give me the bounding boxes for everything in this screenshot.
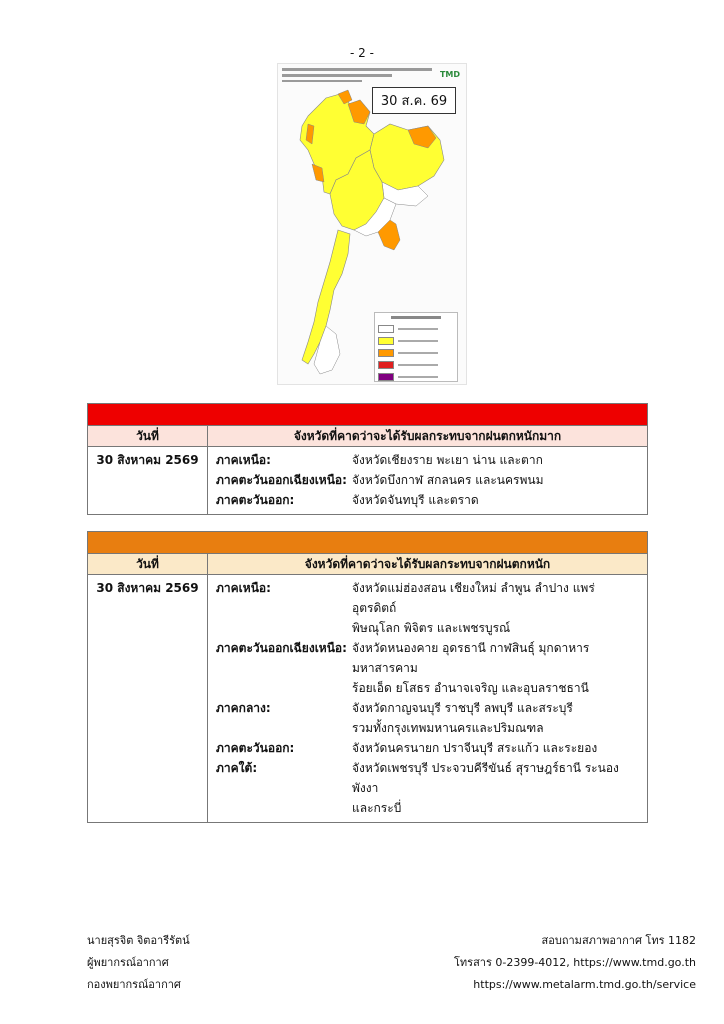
region-name: ภาคตะวันออกเฉียงเหนือ: bbox=[216, 473, 347, 487]
header-title: จังหวัดที่คาดว่าจะได้รับผลกระทบจากฝนตกหนัก bbox=[208, 554, 648, 575]
legend-swatch-purple bbox=[378, 373, 394, 381]
red-alert-bar bbox=[88, 404, 648, 426]
regions-cell bbox=[208, 447, 648, 515]
region-name: ภาคตะวันออก: bbox=[216, 493, 295, 507]
province-line: จังหวัดกาญจนบุรี ราชบุรี ลพบุรี และสระบุรี bbox=[352, 701, 573, 715]
region-row bbox=[216, 578, 641, 638]
province-line: ร้อยเอ็ด ยโสธร อำนาจเจริญ และอุบลราชธานี bbox=[352, 681, 589, 695]
heavy-rain-table bbox=[87, 531, 648, 823]
province-line: พิษณุโลก พิจิตร และเพชรบูรณ์ bbox=[352, 621, 511, 635]
region-row bbox=[216, 698, 641, 738]
region-provinces: จังหวัดบึงกาฬ สกลนคร และนครพนม bbox=[352, 473, 544, 487]
legend-swatch-white bbox=[378, 325, 394, 333]
tmd-logo: TMD bbox=[439, 70, 460, 79]
regions-cell bbox=[208, 575, 648, 823]
contact-service-url: https://www.metalarm.tmd.go.th/service bbox=[473, 978, 696, 991]
page-number: - 2 - bbox=[350, 46, 374, 60]
province-line: จังหวัดเพชรบุรี ประจวบคีรีขันธ์ สุราษฎร์ธานี ระนอง พังงา bbox=[352, 761, 619, 795]
region-provinces: จังหวัดเชียงราย พะเยา น่าน และตาก bbox=[352, 453, 543, 467]
header-date: วันที่ bbox=[88, 554, 208, 575]
map-date-label: 30 ส.ค. 69 bbox=[372, 87, 456, 114]
region-name: ภาคเหนือ: bbox=[216, 581, 271, 595]
region-provinces bbox=[352, 698, 641, 738]
region-provinces bbox=[352, 638, 641, 698]
header-title: จังหวัดที่คาดว่าจะได้รับผลกระทบจากฝนตกหนักมาก bbox=[208, 426, 648, 447]
region-row bbox=[216, 738, 641, 758]
region-name: ภาคตะวันออกเฉียงเหนือ: bbox=[216, 641, 347, 655]
contact-fax-web: โทรสาร 0-2399-4012, https://www.tmd.go.th bbox=[454, 956, 696, 969]
region-provinces bbox=[352, 758, 641, 818]
contact-phone: สอบถามสภาพอากาศ โทร 1182 bbox=[541, 934, 696, 947]
footer-contact bbox=[454, 930, 696, 996]
forecaster-division: กองพยากรณ์อากาศ bbox=[87, 978, 181, 991]
region-row bbox=[216, 450, 641, 470]
region-name: ภาคใต้: bbox=[216, 761, 258, 775]
region-provinces: จังหวัดจันทบุรี และตราด bbox=[352, 493, 479, 507]
region-name: ภาคกลาง: bbox=[216, 701, 271, 715]
province-line: จังหวัดแม่ฮ่องสอน เชียงใหม่ ลำพูน ลำปาง แพร่ อุตรดิตถ์ bbox=[352, 581, 595, 615]
very-heavy-rain-table bbox=[87, 403, 648, 515]
map-legend bbox=[374, 312, 458, 382]
province-line: จังหวัดนครนายก ปราจีนบุรี สระแก้ว และระยอง bbox=[352, 741, 598, 755]
orange-alert-bar bbox=[88, 532, 648, 554]
region-row bbox=[216, 638, 641, 698]
header-date: วันที่ bbox=[88, 426, 208, 447]
region-row bbox=[216, 470, 641, 490]
legend-swatch-yellow bbox=[378, 337, 394, 345]
date-cell: 30 สิงหาคม 2569 bbox=[88, 575, 208, 823]
region-name: ภาคเหนือ: bbox=[216, 453, 271, 467]
forecaster-title: ผู้พยากรณ์อากาศ bbox=[87, 956, 169, 969]
region-row bbox=[216, 490, 641, 510]
legend-swatch-orange bbox=[378, 349, 394, 357]
region-row bbox=[216, 758, 641, 818]
region-name: ภาคตะวันออก: bbox=[216, 741, 295, 755]
region-provinces bbox=[352, 738, 641, 758]
region-provinces bbox=[352, 578, 641, 638]
province-line: รวมทั้งกรุงเทพมหานครและปริมณฑล bbox=[352, 721, 544, 735]
forecaster-name: นายสุรจิต จิตอารีรัตน์ bbox=[87, 934, 190, 947]
footer-signature bbox=[87, 930, 190, 996]
legend-swatch-red bbox=[378, 361, 394, 369]
province-line: จังหวัดหนองคาย อุดรธานี กาฬสินธุ์ มุกดาหาร มหาสารคาม bbox=[352, 641, 590, 675]
province-line: และกระบี่ bbox=[352, 801, 402, 815]
date-cell: 30 สิงหาคม 2569 bbox=[88, 447, 208, 515]
